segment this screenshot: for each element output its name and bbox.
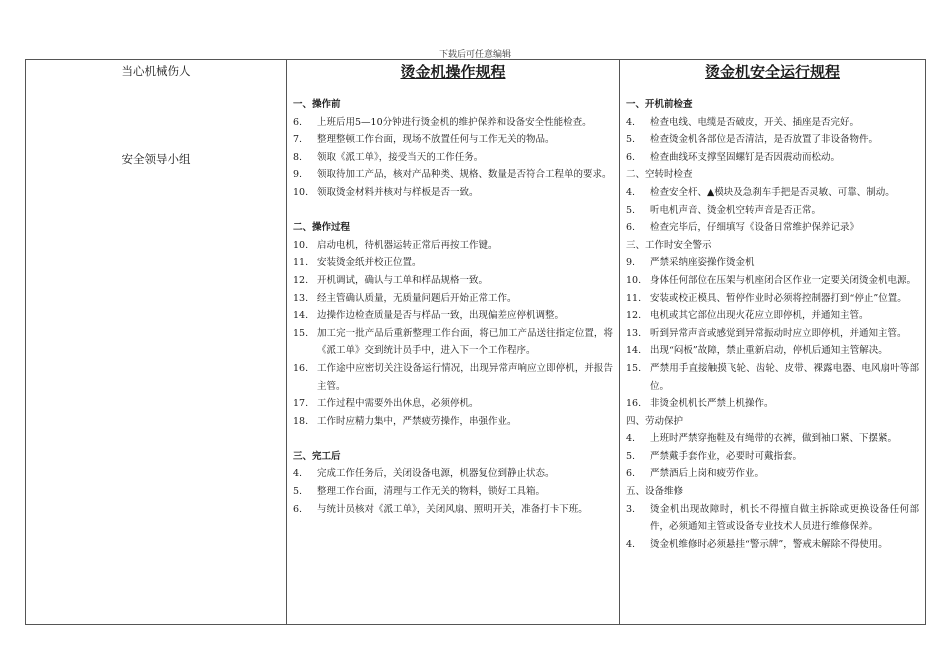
item-text: 严禁用手直接触摸飞轮、齿轮、皮带、裸露电器、电风扇叶等部位。 [650, 362, 919, 392]
list-item [293, 501, 613, 519]
item-text: 严禁采纳座姿操作烫金机 [650, 257, 755, 269]
list-item [626, 202, 919, 220]
item-number: 10. [293, 239, 309, 251]
item-number: 4. [626, 116, 636, 128]
item-number: 13. [626, 327, 642, 339]
item-text: 与统计员核对《派工单》，关闭风扇、照明开关，准备打卡下班。 [317, 503, 588, 515]
item-number: 5. [626, 450, 636, 462]
list-item [293, 483, 613, 501]
section-heading: 三、完工后 [293, 450, 341, 462]
list-item [293, 325, 613, 360]
section-heading: 三、工作时安全警示 [626, 239, 712, 251]
section-heading: 四、劳动保护 [626, 415, 684, 427]
list-item [293, 360, 613, 395]
item-text: 上班时严禁穿拖鞋及有绳带的衣裤，做到袖口紧、下摆紧。 [650, 433, 898, 445]
section-gap [293, 430, 613, 448]
list-item [293, 465, 613, 483]
list-item [626, 342, 919, 360]
item-text: 检查安全杆、▲模块及急刹车手把是否灵敏、可靠、制动。 [650, 186, 895, 198]
item-text: 加工完一批产品后重新整理工作台面，将已加工产品送往指定位置，将《派工单》交到统计员手中，进入下一个工作程序。 [317, 327, 613, 357]
item-text: 听到异常声音或感觉到异常振动时应立即停机，并通知主管。 [650, 327, 907, 339]
item-number: 4. [626, 433, 636, 445]
list-item [293, 307, 613, 325]
item-text: 检查曲线环支撑坚固螺钉是否因震动而松动。 [650, 151, 841, 163]
section-gap [293, 202, 613, 220]
item-text: 安装烫金纸并校正位置。 [317, 257, 422, 269]
section-heading: 一、操作前 [293, 99, 341, 110]
list-item [293, 290, 613, 308]
list-item [293, 254, 613, 272]
item-text: 身体任何部位在压架与机座闭合区作业一定要关闭烫金机电源。 [650, 274, 917, 286]
list-item [626, 290, 919, 308]
item-number: 5. [293, 486, 303, 498]
list-item [626, 184, 919, 202]
item-number: 10. [626, 274, 642, 286]
item-text: 领取待加工产品，核对产品种类、规格、数量是否符合工程单的要求。 [317, 169, 612, 181]
item-text: 听电机声音、烫金机空转声音是否正常。 [650, 204, 822, 216]
item-text: 上班后用5—10分钟进行烫金机的维护保养和设备安全性能检查。 [317, 116, 592, 128]
item-number: 12. [293, 274, 309, 286]
item-number: 9. [293, 169, 303, 181]
header-note: 下载后可任意编辑 [438, 50, 511, 60]
item-number: 4. [293, 468, 303, 480]
list-item [626, 430, 919, 448]
item-text: 非烫金机机长严禁上机操作。 [650, 398, 774, 410]
item-number: 6. [626, 222, 636, 234]
list-item [293, 166, 613, 184]
warning-label: 当心机械伤人 [121, 64, 191, 78]
list-item [293, 131, 613, 149]
list-item [626, 501, 919, 536]
item-text: 严禁戴手套作业，必要时可戴指套。 [650, 450, 803, 462]
list-item [626, 254, 919, 272]
safety-procedure-title: 烫金机安全运行规程 [704, 63, 840, 81]
list-item [626, 272, 919, 290]
item-number: 11. [293, 257, 309, 269]
left-column [26, 60, 287, 624]
item-number: 4. [626, 186, 636, 198]
list-item [626, 307, 919, 325]
item-number: 16. [293, 362, 309, 374]
item-text: 工作途中应密切关注设备运行情况，出现异常声响应立即停机，并报告主管。 [317, 362, 613, 392]
list-item [293, 149, 613, 167]
section-heading: 二、空转时检查 [626, 169, 693, 181]
list-item [626, 536, 919, 554]
safety-procedure-body [626, 96, 919, 553]
item-number: 9. [626, 257, 636, 269]
list-item [293, 114, 613, 132]
item-number: 15. [626, 362, 642, 374]
item-number: 5. [626, 204, 636, 216]
item-text: 整理工作台面，清理与工作无关的物料，锁好工具箱。 [317, 486, 546, 498]
item-text: 检查完毕后，仔细填写《设备日常维护保养记录》 [650, 222, 860, 234]
item-number: 6. [626, 151, 636, 163]
item-text: 出现“闷板”故障，禁止重新启动，停机后通知主管解决。 [650, 345, 888, 357]
list-item [626, 465, 919, 483]
item-number: 14. [626, 345, 642, 357]
item-text: 工作时应精力集中，严禁疲劳操作，串强作业。 [317, 415, 517, 427]
list-item [626, 219, 919, 237]
item-number: 8. [293, 151, 303, 163]
item-number: 18. [293, 415, 309, 427]
operation-procedure-body [293, 96, 613, 518]
item-text: 开机调试，确认与工单和样品规格一致。 [317, 274, 489, 286]
item-number: 4. [626, 538, 636, 550]
item-text: 经主管确认质量，无质量问题后开始正常工作。 [317, 292, 517, 304]
procedure-table [25, 59, 926, 625]
section-heading: 一、开机前检查 [626, 99, 693, 110]
safety-procedure-column [620, 60, 925, 624]
item-text: 电机或其它部位出现火花应立即停机，并通知主管。 [650, 310, 869, 322]
item-number: 16. [626, 398, 642, 410]
item-number: 10. [293, 186, 309, 198]
section-heading: 五、设备维修 [626, 486, 684, 498]
item-text: 整理整顿工作台面，现场不放置任何与工作无关的物品。 [317, 134, 555, 146]
item-number: 5. [626, 134, 636, 146]
item-number: 12. [626, 310, 642, 322]
list-item [293, 413, 613, 431]
operation-procedure-column [287, 60, 620, 624]
item-number: 14. [293, 310, 309, 322]
item-text: 启动电机，待机器运转正常后再按工作键。 [317, 239, 498, 251]
list-item [626, 114, 919, 132]
list-item [626, 448, 919, 466]
item-number: 6. [626, 468, 636, 480]
item-number: 15. [293, 327, 309, 339]
item-number: 17. [293, 398, 309, 410]
item-text: 严禁酒后上岗和疲劳作业。 [650, 468, 765, 480]
item-text: 检查电线、电缆是否破皮，开关、插座是否完好。 [650, 116, 860, 128]
item-number: 6. [293, 503, 303, 515]
list-item [293, 237, 613, 255]
item-number: 13. [293, 292, 309, 304]
item-number: 3. [626, 503, 636, 515]
item-number: 6. [293, 116, 303, 128]
item-text: 领取《派工单》，接受当天的工作任务。 [317, 151, 484, 163]
item-text: 烫金机出现故障时，机长不得擅自做主拆除或更换设备任何部件，必须通知主管或设备专业技术人员进行维修保养。 [650, 503, 919, 533]
item-text: 完成工作任务后，关闭设备电源，机器复位到静止状态。 [317, 468, 555, 480]
item-number: 7. [293, 134, 303, 146]
item-text: 领取烫金材料并核对与样板是否一致。 [317, 186, 479, 198]
list-item [626, 360, 919, 395]
item-text: 边操作边检查质量是否与样品一致，出现偏差应停机调整。 [317, 310, 565, 322]
operation-procedure-title: 烫金机操作规程 [400, 63, 506, 81]
item-number: 11. [626, 292, 642, 304]
safety-group-label: 安全领导小组 [121, 152, 191, 166]
list-item [626, 325, 919, 343]
item-text: 工作过程中需要外出休息，必须停机。 [317, 398, 479, 410]
list-item [293, 272, 613, 290]
list-item [626, 149, 919, 167]
list-item [293, 184, 613, 202]
item-text: 安装或校正模具、暂停作业时必须将控制器打到“停止”位置。 [650, 292, 907, 304]
item-text: 烫金机维修时必须悬挂“警示牌”，警戒未解除不得使用。 [650, 538, 888, 550]
list-item [626, 395, 919, 413]
section-heading: 二、操作过程 [293, 222, 351, 234]
list-item [626, 131, 919, 149]
list-item [293, 395, 613, 413]
item-text: 检查烫金机各部位是否清洁，是否放置了非设备物件。 [650, 134, 879, 146]
